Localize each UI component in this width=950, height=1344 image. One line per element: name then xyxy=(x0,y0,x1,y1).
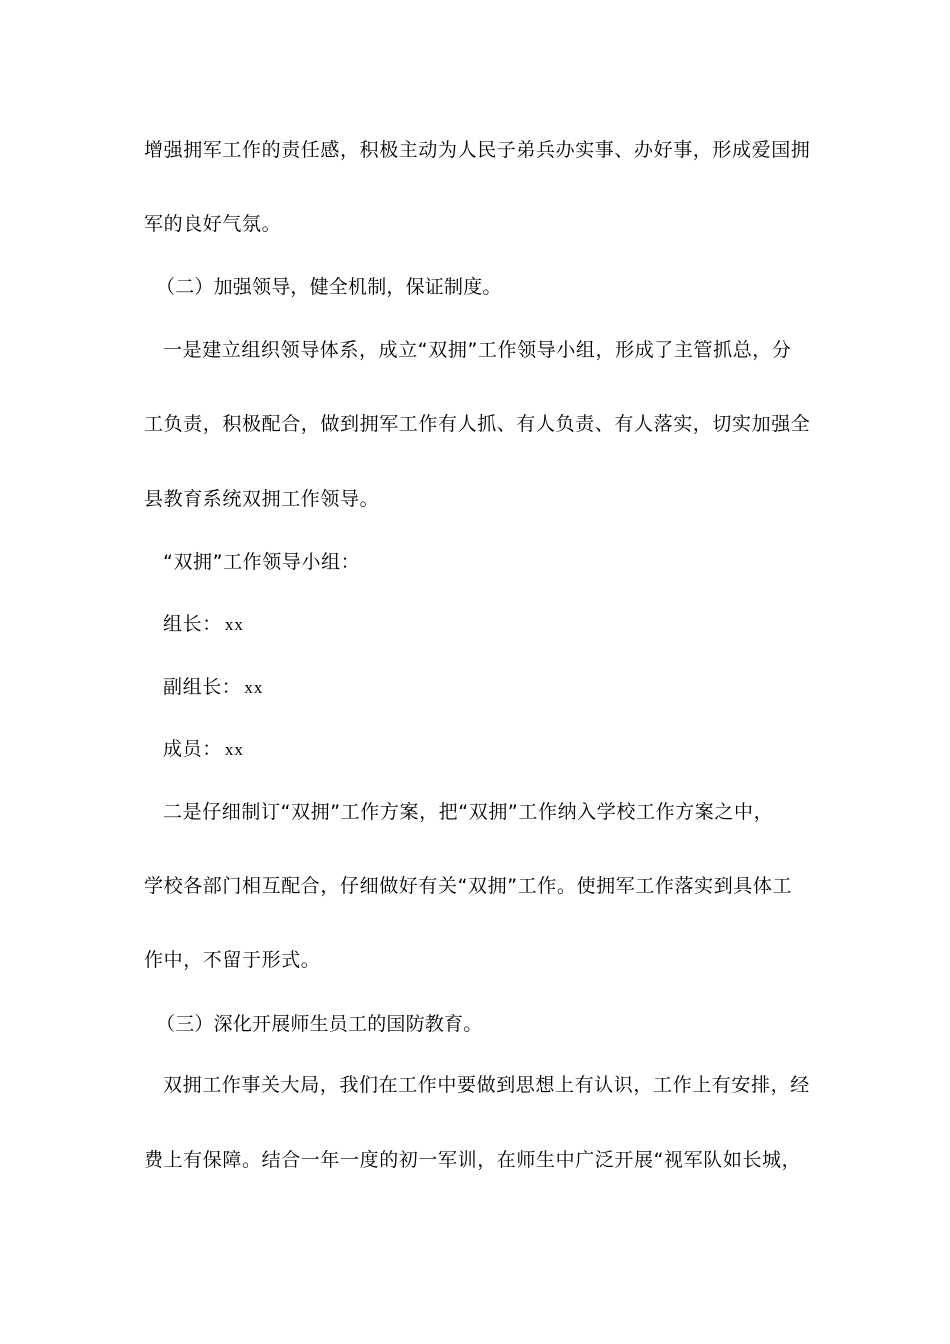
paragraph-line: 工负责，积极配合，做到拥军工作有人抓、有人负责、有人落实，切实加强全 xyxy=(144,413,811,435)
member-leader xyxy=(163,612,244,637)
member-members xyxy=(163,737,244,762)
paragraph-line: 双拥工作事关大局，我们在工作中要做到思想上有认识，工作上有安排，经 xyxy=(163,1074,810,1096)
member-value: xx xyxy=(224,740,244,759)
section-heading-3: （三）深化开展师生员工的国防教育。 xyxy=(156,1013,483,1035)
paragraph-line: 增强拥军工作的责任感，积极主动为人民子弟兵办实事、办好事，形成爱国拥 xyxy=(144,139,811,161)
paragraph-line: 一是建立组织领导体系，成立“双拥”工作领导小组，形成了主管抓总，分 xyxy=(163,339,792,361)
member-label: 成员： xyxy=(163,738,222,760)
paragraph-line: 军的良好气氛。 xyxy=(144,213,282,235)
paragraph-line: 县教育系统双拥工作领导。 xyxy=(144,488,380,510)
member-label: 组长： xyxy=(163,613,222,635)
paragraph-line: 学校各部门相互配合，仔细做好有关“双拥”工作。使拥军工作落实到具体工 xyxy=(144,875,793,897)
member-deputy xyxy=(163,675,263,700)
member-value: xx xyxy=(224,615,244,634)
group-title: “双拥”工作领导小组： xyxy=(163,551,361,573)
paragraph-line: 费上有保障。结合一年一度的初一军训，在师生中广泛开展“视军队如长城， xyxy=(144,1149,802,1171)
paragraph-line: 作中，不留于形式。 xyxy=(144,949,321,971)
section-heading-2: （二）加强领导，健全机制，保证制度。 xyxy=(156,276,502,298)
member-value: xx xyxy=(244,678,264,697)
paragraph-line: 二是仔细制订“双拥”工作方案，把“双拥”工作纳入学校工作方案之中， xyxy=(163,801,774,823)
member-label: 副组长： xyxy=(163,676,242,698)
